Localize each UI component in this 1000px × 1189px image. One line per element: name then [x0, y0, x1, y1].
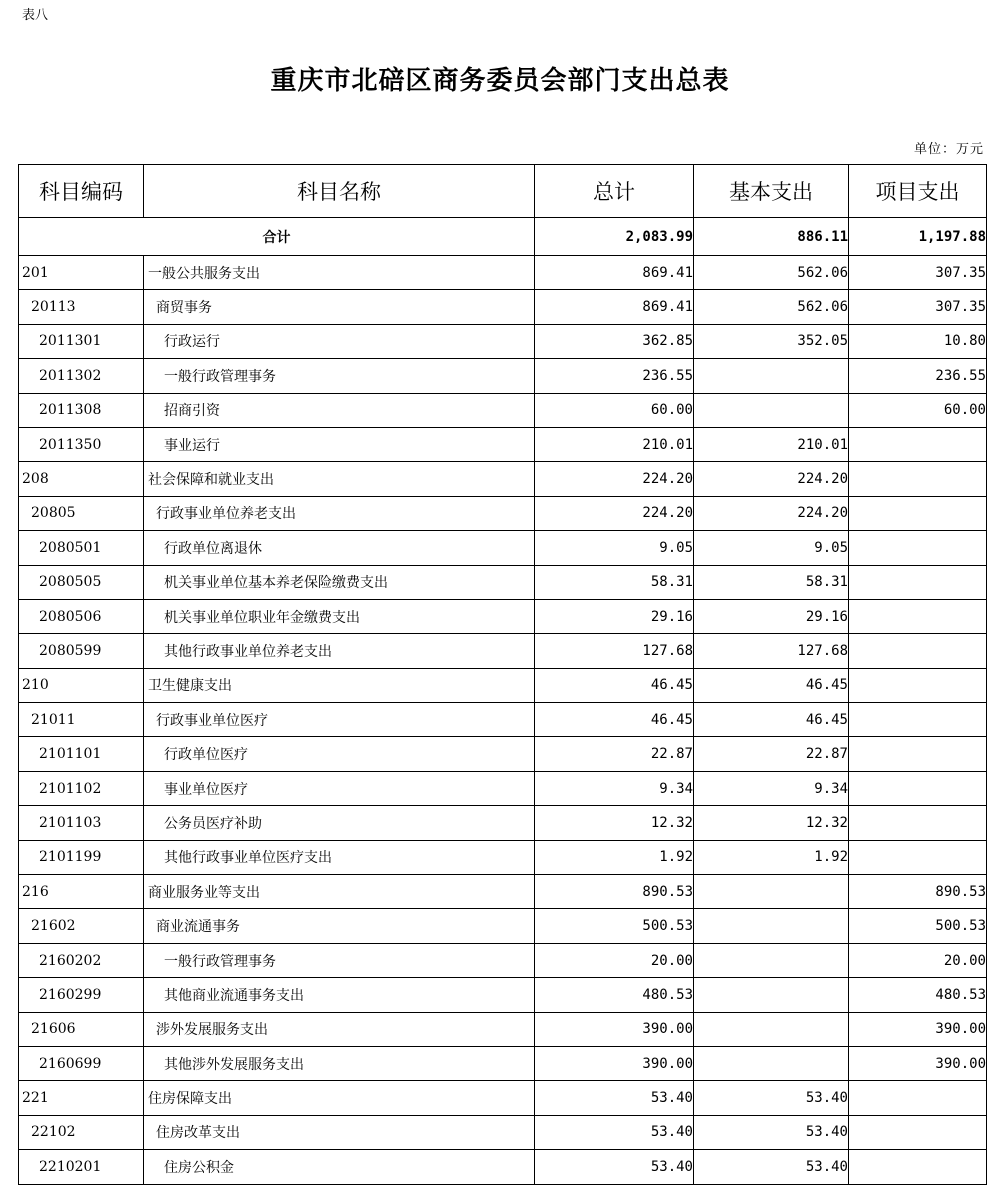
page-title: 重庆市北碚区商务委员会部门支出总表 [270, 66, 730, 96]
row-name: 事业单位医疗 [144, 771, 535, 805]
row-total: 46.45 [535, 668, 694, 702]
row-code: 22102 [19, 1115, 144, 1149]
row-project [849, 496, 987, 530]
row-basic: 53.40 [694, 1115, 849, 1149]
row-basic [694, 978, 849, 1012]
row-name: 公务员医疗补助 [144, 806, 535, 840]
row-code: 2011301 [19, 324, 144, 358]
row-code: 2011302 [19, 359, 144, 393]
row-basic: 58.31 [694, 565, 849, 599]
row-total: 53.40 [535, 1150, 694, 1184]
row-name: 其他涉外发展服务支出 [144, 1046, 535, 1080]
table-row [19, 771, 987, 805]
row-basic: 46.45 [694, 703, 849, 737]
table-row [19, 634, 987, 668]
row-total: 236.55 [535, 359, 694, 393]
row-total: 224.20 [535, 462, 694, 496]
expenditure-table [18, 164, 987, 1185]
row-basic: 1.92 [694, 840, 849, 874]
row-code: 216 [19, 875, 144, 909]
row-code: 2080501 [19, 531, 144, 565]
table-row [19, 565, 987, 599]
table-row [19, 599, 987, 633]
row-total: 362.85 [535, 324, 694, 358]
row-code: 2160299 [19, 978, 144, 1012]
row-basic [694, 1046, 849, 1080]
row-total: 9.34 [535, 771, 694, 805]
row-code: 21602 [19, 909, 144, 943]
unit-label: 单位：万元 [913, 142, 984, 157]
row-name: 机关事业单位职业年金缴费支出 [144, 599, 535, 633]
row-project [849, 1150, 987, 1184]
total-basic: 886.11 [694, 218, 849, 256]
row-total: 869.41 [535, 256, 694, 290]
table-row [19, 496, 987, 530]
row-name: 其他行政事业单位医疗支出 [144, 840, 535, 874]
table-row [19, 909, 987, 943]
row-basic: 224.20 [694, 462, 849, 496]
row-project: 60.00 [849, 393, 987, 427]
row-project: 390.00 [849, 1046, 987, 1080]
row-code: 2080506 [19, 599, 144, 633]
header-name: 科目名称 [144, 165, 535, 218]
row-name: 商业流通事务 [144, 909, 535, 943]
row-code: 208 [19, 462, 144, 496]
header-total: 总计 [535, 165, 694, 218]
row-project: 236.55 [849, 359, 987, 393]
row-project: 307.35 [849, 256, 987, 290]
table-row [19, 943, 987, 977]
row-name: 事业运行 [144, 427, 535, 461]
table-row [19, 256, 987, 290]
row-project: 890.53 [849, 875, 987, 909]
row-code: 2101102 [19, 771, 144, 805]
row-name: 行政事业单位养老支出 [144, 496, 535, 530]
table-row [19, 1150, 987, 1184]
row-basic [694, 359, 849, 393]
row-code: 2210201 [19, 1150, 144, 1184]
table-row [19, 427, 987, 461]
table-row [19, 531, 987, 565]
total-project: 1,197.88 [849, 218, 987, 256]
row-project [849, 703, 987, 737]
row-name: 商业服务业等支出 [144, 875, 535, 909]
row-total: 22.87 [535, 737, 694, 771]
row-project [849, 668, 987, 702]
row-code: 2160699 [19, 1046, 144, 1080]
row-project [849, 565, 987, 599]
header-basic: 基本支出 [694, 165, 849, 218]
row-total: 390.00 [535, 1046, 694, 1080]
row-name: 住房保障支出 [144, 1081, 535, 1115]
row-project [849, 840, 987, 874]
row-basic: 53.40 [694, 1150, 849, 1184]
row-project [849, 599, 987, 633]
row-name: 一般公共服务支出 [144, 256, 535, 290]
row-total: 210.01 [535, 427, 694, 461]
row-code: 2080599 [19, 634, 144, 668]
table-row [19, 290, 987, 324]
row-total: 9.05 [535, 531, 694, 565]
row-project [849, 1115, 987, 1149]
row-code: 20113 [19, 290, 144, 324]
table-row [19, 978, 987, 1012]
row-code: 2160202 [19, 943, 144, 977]
row-name: 涉外发展服务支出 [144, 1012, 535, 1046]
row-code: 210 [19, 668, 144, 702]
row-name: 机关事业单位基本养老保险缴费支出 [144, 565, 535, 599]
table-row [19, 875, 987, 909]
row-basic: 12.32 [694, 806, 849, 840]
header-project: 项目支出 [849, 165, 987, 218]
row-basic: 9.05 [694, 531, 849, 565]
row-total: 12.32 [535, 806, 694, 840]
table-row [19, 1115, 987, 1149]
row-basic: 224.20 [694, 496, 849, 530]
row-total: 890.53 [535, 875, 694, 909]
table-row [19, 806, 987, 840]
row-total: 869.41 [535, 290, 694, 324]
row-code: 2011350 [19, 427, 144, 461]
row-basic: 29.16 [694, 599, 849, 633]
row-project [849, 806, 987, 840]
row-code: 20805 [19, 496, 144, 530]
row-name: 社会保障和就业支出 [144, 462, 535, 496]
row-name: 其他行政事业单位养老支出 [144, 634, 535, 668]
row-basic [694, 943, 849, 977]
row-project [849, 634, 987, 668]
row-total: 60.00 [535, 393, 694, 427]
table-row [19, 737, 987, 771]
row-code: 21606 [19, 1012, 144, 1046]
row-project: 480.53 [849, 978, 987, 1012]
row-total: 53.40 [535, 1081, 694, 1115]
row-total: 20.00 [535, 943, 694, 977]
row-basic: 46.45 [694, 668, 849, 702]
table-row [19, 668, 987, 702]
row-total: 390.00 [535, 1012, 694, 1046]
row-name: 行政单位离退休 [144, 531, 535, 565]
header-row [19, 165, 987, 218]
row-name: 住房公积金 [144, 1150, 535, 1184]
table-row [19, 840, 987, 874]
row-name: 招商引资 [144, 393, 535, 427]
row-total: 224.20 [535, 496, 694, 530]
total-row [19, 218, 987, 256]
row-project: 390.00 [849, 1012, 987, 1046]
row-code: 2011308 [19, 393, 144, 427]
row-project [849, 531, 987, 565]
row-total: 500.53 [535, 909, 694, 943]
row-project: 20.00 [849, 943, 987, 977]
row-basic: 210.01 [694, 427, 849, 461]
row-basic: 562.06 [694, 290, 849, 324]
row-name: 一般行政管理事务 [144, 359, 535, 393]
row-project: 307.35 [849, 290, 987, 324]
row-name: 一般行政管理事务 [144, 943, 535, 977]
table-row [19, 703, 987, 737]
row-name: 行政单位医疗 [144, 737, 535, 771]
row-basic: 352.05 [694, 324, 849, 358]
row-code: 2101199 [19, 840, 144, 874]
row-basic [694, 909, 849, 943]
row-basic: 22.87 [694, 737, 849, 771]
table-row [19, 462, 987, 496]
row-basic: 562.06 [694, 256, 849, 290]
row-project [849, 462, 987, 496]
row-project [849, 771, 987, 805]
row-project [849, 737, 987, 771]
row-total: 480.53 [535, 978, 694, 1012]
table-row [19, 393, 987, 427]
row-name: 行政运行 [144, 324, 535, 358]
row-name: 行政事业单位医疗 [144, 703, 535, 737]
table-row [19, 1012, 987, 1046]
row-total: 29.16 [535, 599, 694, 633]
row-basic: 9.34 [694, 771, 849, 805]
row-name: 其他商业流通事务支出 [144, 978, 535, 1012]
row-total: 58.31 [535, 565, 694, 599]
row-basic [694, 393, 849, 427]
row-project: 500.53 [849, 909, 987, 943]
row-total: 127.68 [535, 634, 694, 668]
row-code: 221 [19, 1081, 144, 1115]
row-project [849, 1081, 987, 1115]
row-name: 卫生健康支出 [144, 668, 535, 702]
table-row [19, 359, 987, 393]
row-basic [694, 875, 849, 909]
row-code: 2080505 [19, 565, 144, 599]
row-code: 2101103 [19, 806, 144, 840]
total-label: 合计 [19, 218, 535, 256]
total-sum: 2,083.99 [535, 218, 694, 256]
row-project: 10.80 [849, 324, 987, 358]
table-number-label: 表八 [22, 8, 49, 23]
row-name: 商贸事务 [144, 290, 535, 324]
row-code: 21011 [19, 703, 144, 737]
row-basic: 53.40 [694, 1081, 849, 1115]
row-total: 46.45 [535, 703, 694, 737]
row-basic: 127.68 [694, 634, 849, 668]
row-total: 53.40 [535, 1115, 694, 1149]
row-code: 2101101 [19, 737, 144, 771]
row-name: 住房改革支出 [144, 1115, 535, 1149]
table-row [19, 1081, 987, 1115]
header-code: 科目编码 [19, 165, 144, 218]
row-basic [694, 1012, 849, 1046]
row-project [849, 427, 987, 461]
table-row [19, 324, 987, 358]
table-row [19, 1046, 987, 1080]
row-total: 1.92 [535, 840, 694, 874]
row-code: 201 [19, 256, 144, 290]
